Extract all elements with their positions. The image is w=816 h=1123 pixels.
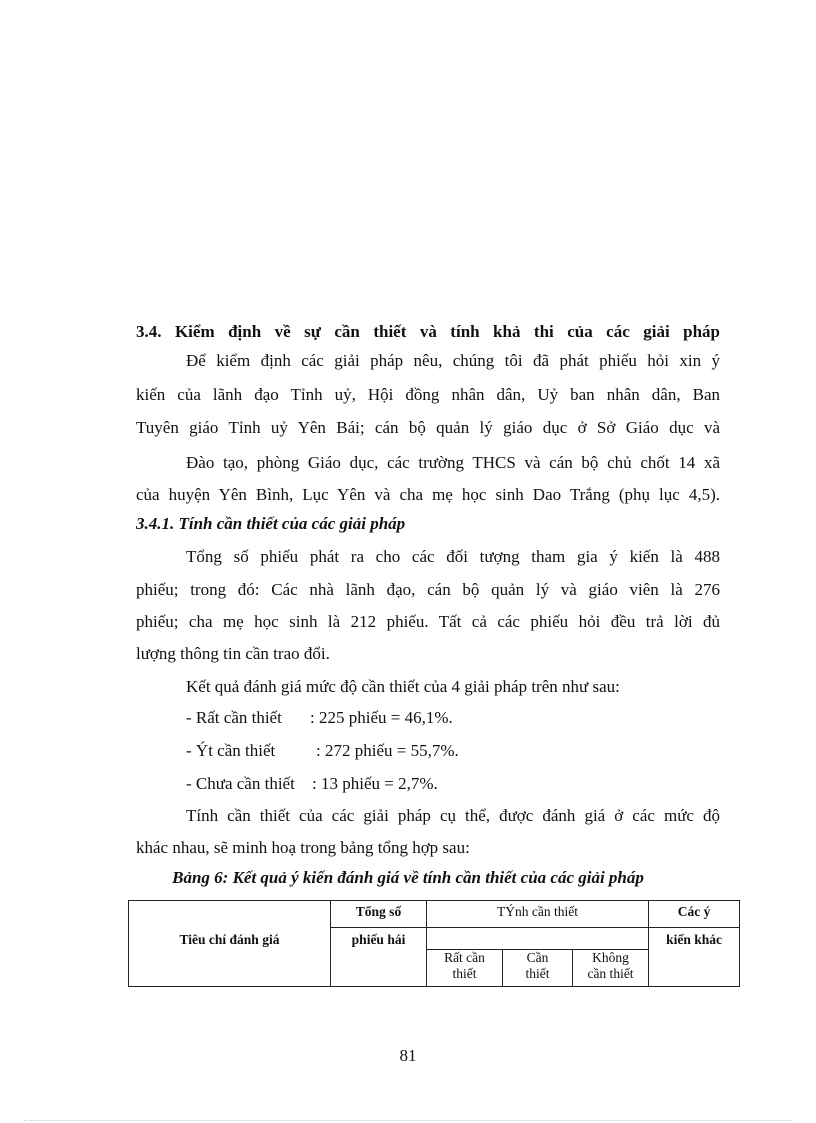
evaluation-table bbox=[128, 900, 740, 987]
result-value: : 13 phiếu = 2,7%. bbox=[312, 774, 438, 793]
result-value: : 225 phiếu = 46,1%. bbox=[310, 708, 453, 727]
result-item-very-necessary bbox=[186, 707, 606, 729]
result-label: - Rất cần thiết bbox=[186, 708, 282, 727]
paragraph-line: của huyện Yên Bình, Lục Yên và cha mẹ học sinh Dao Trắng (phụ lục 4,5). bbox=[136, 485, 720, 504]
page-number: 81 bbox=[399, 1046, 417, 1065]
paragraph-line: kiến của lãnh đạo Tỉnh uỷ, Hội đồng nhân dân, Uỷ ban nhân dân, Ban bbox=[136, 385, 720, 404]
table-subheader-necessary bbox=[503, 950, 573, 987]
paragraph-line: Tổng số phiếu phát ra cho các đối tượng tham gia ý kiến là 488 bbox=[186, 547, 720, 566]
subsection-heading: 3.4.1. Tính cần thiết của các giải pháp bbox=[136, 514, 406, 533]
table-header-total: Tổng số bbox=[331, 901, 427, 928]
table-header-other: Các ý bbox=[649, 901, 740, 928]
table-header-empty bbox=[129, 901, 331, 928]
table-header-necessity: TÝnh cần thiết bbox=[427, 901, 649, 928]
result-item-less-necessary bbox=[186, 740, 606, 762]
paragraph-line: Đào tạo, phòng Giáo dục, các trường THCS và cán bộ chủ chốt 14 xã bbox=[186, 453, 720, 472]
result-value: : 272 phiếu = 55,7%. bbox=[316, 741, 459, 760]
paragraph-line: phiếu; cha mẹ học sinh là 212 phiếu. Tất cả các phiếu hỏi đều trả lời đủ bbox=[136, 612, 720, 631]
table-header-total-line2: phiếu hái bbox=[331, 928, 427, 987]
subheader-line: cần thiết bbox=[587, 966, 634, 981]
table-subheader-very-necessary bbox=[427, 950, 503, 987]
page-bottom-divider bbox=[24, 1120, 792, 1121]
subheader-line: Không bbox=[592, 950, 629, 965]
table-header-criteria: Tiêu chí đánh giá bbox=[129, 928, 331, 987]
table-subheader-not-necessary bbox=[573, 950, 649, 987]
result-label: - Chưa cần thiết bbox=[186, 774, 295, 793]
result-item-not-necessary bbox=[186, 773, 606, 795]
result-label: - Ýt cần thiết bbox=[186, 741, 276, 760]
subheader-line: Rất cần bbox=[444, 950, 485, 965]
paragraph-line: Tính cần thiết của các giải pháp cụ thể, được đánh giá ở các mức độ bbox=[186, 806, 720, 825]
table-header-other-line2: kiến khác bbox=[649, 928, 740, 987]
subheader-line: Cần bbox=[526, 950, 549, 965]
paragraph-line: khác nhau, sẽ minh hoạ trong bảng tổng hợp sau: bbox=[136, 838, 470, 857]
table-caption: Bảng 6: Kết quả ý kiến đánh giá về tính cần thiết của các giải pháp bbox=[172, 868, 644, 887]
section-heading: 3.4. Kiểm định về sự cần thiết và tính khả thi của các giải pháp bbox=[136, 322, 720, 341]
paragraph-line: Tuyên giáo Tỉnh uỷ Yên Bái; cán bộ quản lý giáo dục ở Sở Giáo dục và bbox=[136, 418, 720, 437]
paragraph-line: phiếu; trong đó: Các nhà lãnh đạo, cán bộ quản lý và giáo viên là 276 bbox=[136, 580, 720, 599]
paragraph-line: lượng thông tin cần trao đổi. bbox=[136, 644, 330, 663]
subheader-line: thiết bbox=[525, 966, 550, 981]
table-header-necessity-blank bbox=[427, 928, 649, 950]
paragraph-line: Để kiểm định các giải pháp nêu, chúng tôi đã phát phiếu hỏi xin ý bbox=[186, 351, 720, 370]
results-intro: Kết quả đánh giá mức độ cần thiết của 4 giải pháp trên như sau: bbox=[186, 677, 620, 696]
subheader-line: thiết bbox=[452, 966, 477, 981]
